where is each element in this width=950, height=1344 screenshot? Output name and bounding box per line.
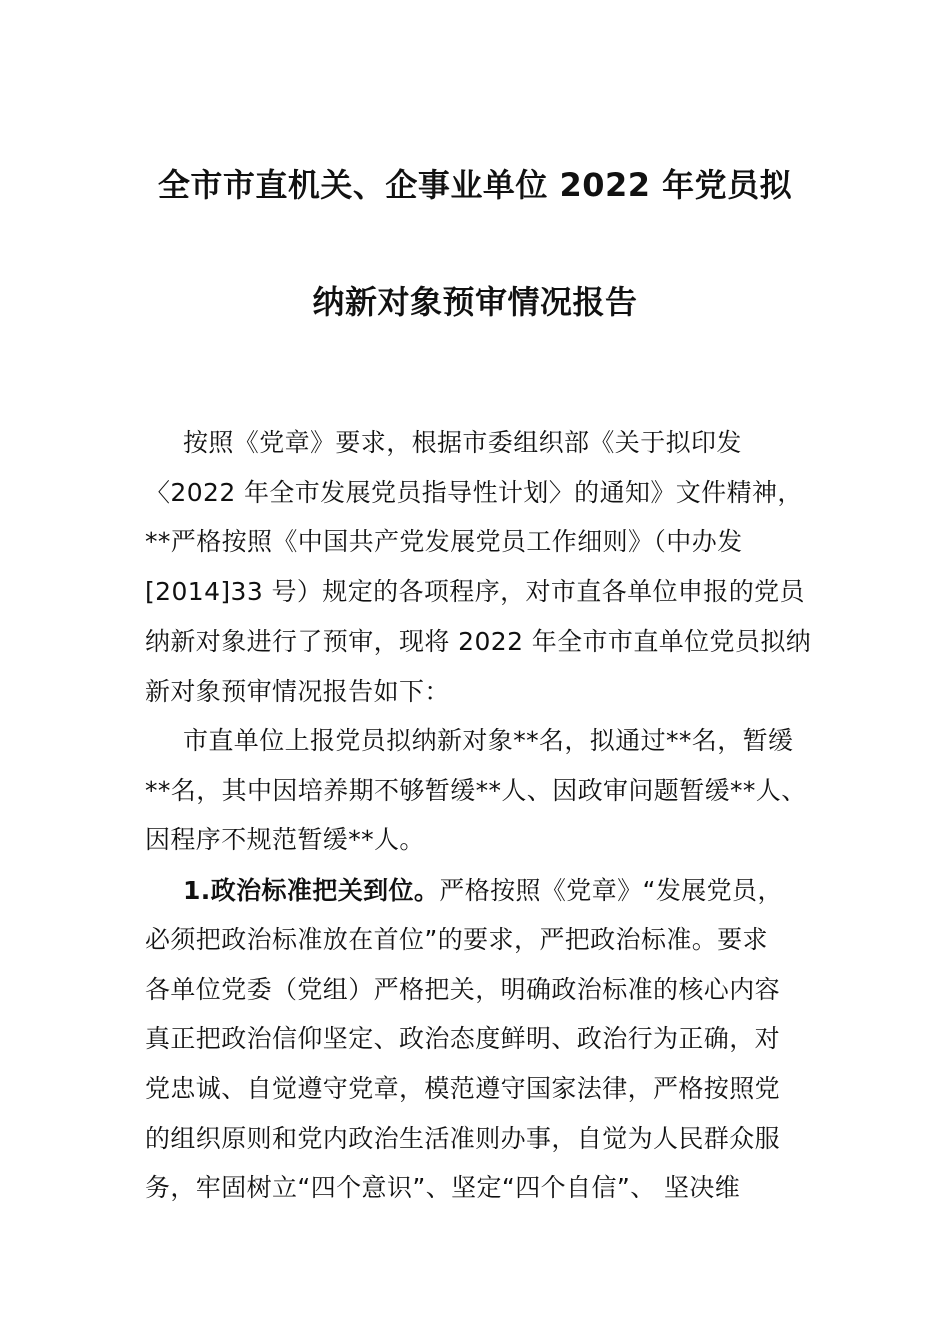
body-line-8: **名，其中因培养期不够暂缓**人、因政审问题暂缓**人、: [145, 776, 807, 805]
body-line-3: **严格按照《中国共产党发展党员工作细则》（中办发: [145, 527, 743, 556]
body-line-15: 的组织原则和党内政治生活准则办事，自觉为人民群众服: [145, 1124, 781, 1153]
section-1-first-line: [183, 871, 783, 907]
document-title-line-2: 纳新对象预审情况报告: [312, 283, 638, 321]
body-line-11: 必须把政治标准放在首位”的要求，严把政治标准。要求: [145, 925, 768, 954]
body-line-4: [2014]33 号）规定的各项程序，对市直各单位申报的党员: [145, 577, 805, 606]
body-line-1: 按照《党章》要求，根据市委组织部《关于拟印发: [183, 428, 742, 457]
section-1-heading: 1.政治标准把关到位。: [183, 876, 440, 905]
body-line-12: 各单位党委（党组）严格把关，明确政治标准的核心内容: [145, 975, 781, 1004]
section-1-text: 严格按照《党章》“发展党员，: [439, 876, 783, 905]
body-line-14: 党忠诚、自觉遵守党章，模范遵守国家法律，严格按照党: [145, 1074, 781, 1103]
body-line-2: 〈2022 年全市发展党员指导性计划〉的通知》文件精神，: [145, 478, 803, 507]
document-title-line-1: 全市市直机关、企事业单位 2022 年党员拟: [157, 166, 793, 204]
body-line-13: 真正把政治信仰坚定、政治态度鲜明、政治行为正确，对: [145, 1024, 781, 1053]
body-line-9: 因程序不规范暂缓**人。: [145, 825, 425, 854]
body-line-7: 市直单位上报党员拟纳新对象**名，拟通过**名，暂缓: [183, 726, 794, 755]
body-line-5: 纳新对象进行了预审，现将 2022 年全市市直单位党员拟纳: [145, 627, 812, 656]
body-line-6: 新对象预审情况报告如下：: [145, 677, 450, 706]
body-line-16: 务，牢固树立“四个意识”、坚定“四个自信”、 坚决维: [145, 1173, 741, 1202]
